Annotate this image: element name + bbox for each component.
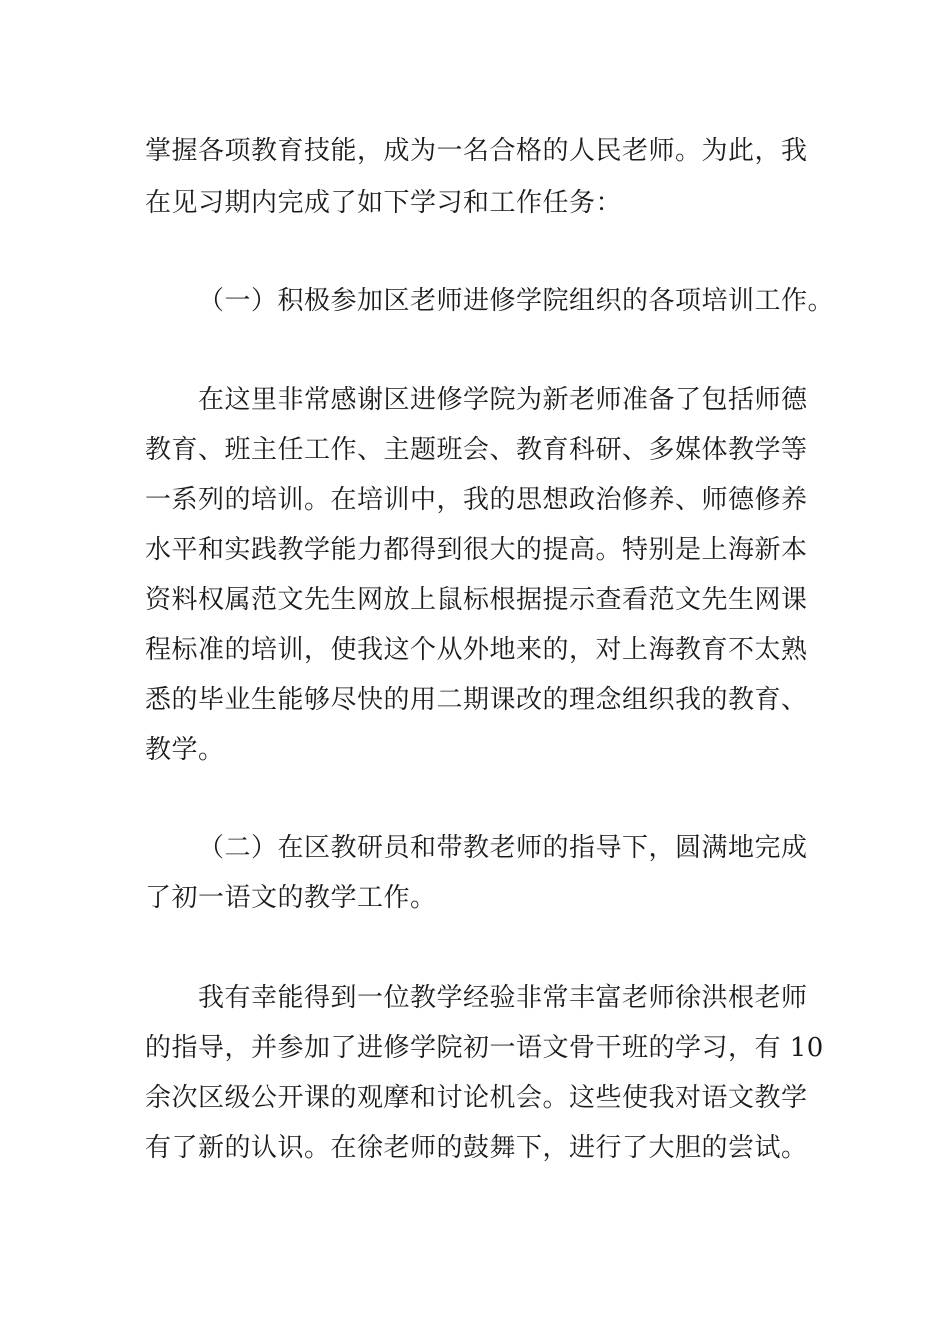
paragraph-line: 教育、班主任工作、主题班会、教育科研、多媒体教学等 (145, 435, 808, 465)
paragraph-line: 的指导，并参加了进修学院初一语文骨干班的学习，有 10 (145, 1033, 824, 1063)
section-heading-1: （一）积极参加区老师进修学院组织的各项培训工作。 (198, 286, 835, 316)
paragraph-line: 资料权属范文先生网放上鼠标根据提示查看范文先生网课 (145, 585, 808, 615)
paragraph-line: 我有幸能得到一位教学经验非常丰富老师徐洪根老师 (198, 983, 808, 1013)
paragraph-line: 教学。 (145, 735, 225, 765)
paragraph-line: 程标准的培训，使我这个从外地来的，对上海教育不太熟 (145, 635, 808, 665)
paragraph-line: 在见习期内完成了如下学习和工作任务： (145, 188, 623, 218)
paragraph-line: 余次区级公开课的观摩和讨论机会。这些使我对语文教学 (145, 1083, 808, 1113)
paragraph-line: 悉的毕业生能够尽快的用二期课改的理念组织我的教育、 (145, 685, 808, 715)
paragraph-line: 掌握各项教育技能，成为一名合格的人民老师。为此，我 (145, 136, 808, 166)
paragraph-line: 一系列的培训。在培训中，我的思想政治修养、师德修养 (145, 485, 808, 515)
section-heading-2-cont: 了初一语文的教学工作。 (145, 883, 437, 913)
paragraph-line: 水平和实践教学能力都得到很大的提高。特别是上海新本 (145, 535, 808, 565)
paragraph-line: 在这里非常感谢区进修学院为新老师准备了包括师德 (198, 385, 808, 415)
section-heading-2: （二）在区教研员和带教老师的指导下，圆满地完成 (198, 833, 808, 863)
paragraph-line: 有了新的认识。在徐老师的鼓舞下，进行了大胆的尝试。 (145, 1133, 808, 1163)
